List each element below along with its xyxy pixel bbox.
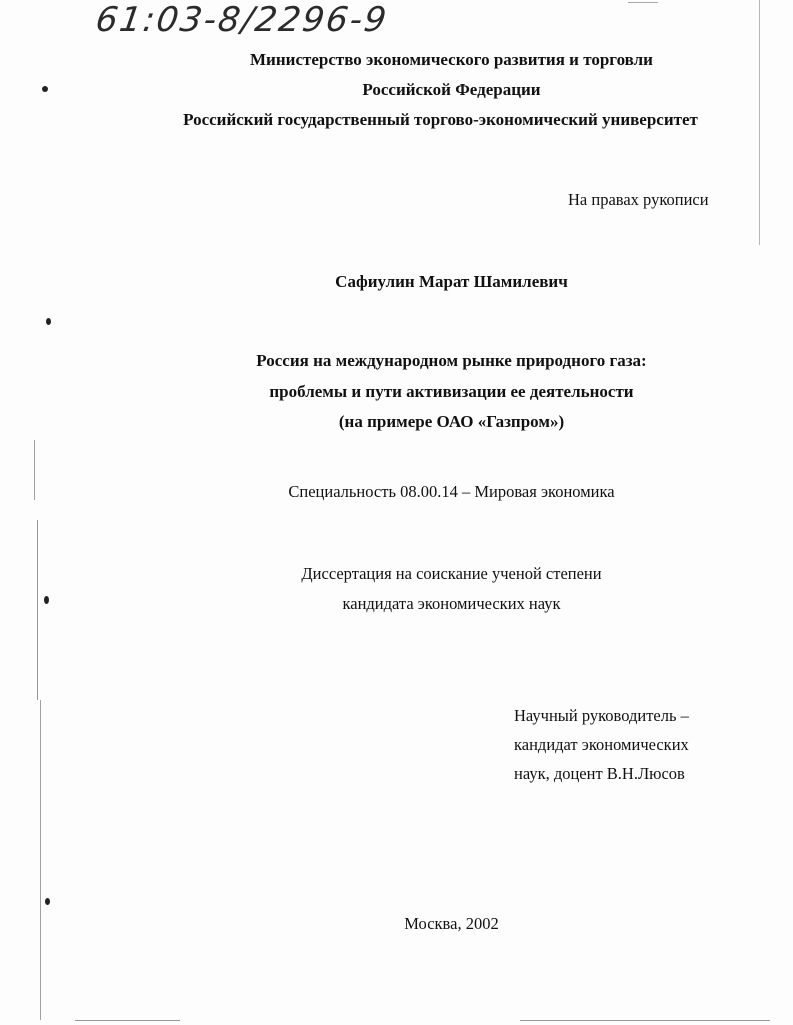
scan-edge-line	[40, 700, 41, 1020]
scan-edge-line	[75, 1020, 180, 1021]
scan-edge-line	[520, 1020, 770, 1021]
title-line-3: (на примере ОАО «Газпром»)	[338, 412, 565, 431]
ministry-line-1: Министерство экономического развития и торговли	[250, 50, 653, 69]
title-line-1: Россия на международном рынке природного газа:	[256, 351, 647, 370]
scan-edge-line	[34, 440, 35, 500]
title-line-2: проблемы и пути активизации ее деятельности	[269, 382, 634, 401]
scan-edge-line	[759, 0, 760, 245]
advisor-line-2: кандидат экономических	[514, 735, 689, 754]
scan-speck	[44, 596, 49, 604]
dissertation-line-1: Диссертация на соискание ученой степени	[301, 564, 602, 583]
university-name: Российский государственный торгово-экономический университет	[183, 110, 698, 129]
scan-edge-line	[37, 520, 38, 700]
author-name: Сафиулин Марат Шамилевич	[335, 272, 568, 291]
advisor-line-3: наук, доцент В.Н.Люсов	[514, 764, 685, 783]
ministry-line-2: Российской Федерации	[362, 80, 541, 99]
handwritten-code: 61:03-8/2296-9	[93, 0, 391, 40]
manuscript-note: На правах рукописи	[568, 190, 709, 209]
city-year: Москва, 2002	[404, 914, 499, 933]
dissertation-line-2: кандидата экономических наук	[342, 594, 561, 613]
specialty: Специальность 08.00.14 – Мировая экономика	[288, 482, 615, 501]
advisor-line-1: Научный руководитель –	[514, 706, 689, 725]
scan-speck	[42, 86, 48, 92]
scan-speck	[45, 898, 50, 905]
scan-edge-line	[628, 2, 658, 3]
scan-speck	[46, 318, 51, 325]
